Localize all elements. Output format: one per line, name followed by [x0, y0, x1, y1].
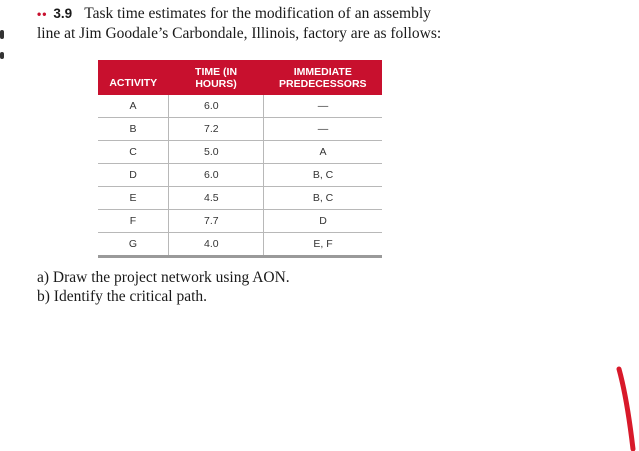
time-cell: 4.0 — [169, 233, 264, 257]
activity-cell: G — [98, 233, 169, 257]
difficulty-dots: •• — [37, 7, 48, 21]
predecessors-cell: D — [264, 210, 382, 233]
problem-text-line2: line at Jim Goodale’s Carbondale, Illinois, factory are as follows: — [37, 25, 442, 42]
header-time: TIME (IN HOURS) — [169, 60, 264, 95]
time-cell: 5.0 — [169, 141, 264, 164]
predecessors-cell: B, C — [264, 164, 382, 187]
question-a: a) Draw the project network using AON. — [37, 269, 290, 286]
activity-cell: A — [98, 95, 169, 118]
predecessors-cell: A — [264, 141, 382, 164]
header-activity: ACTIVITY — [98, 60, 169, 95]
time-cell: 4.5 — [169, 187, 264, 210]
activity-cell: C — [98, 141, 169, 164]
time-cell: 7.7 — [169, 210, 264, 233]
problem-text-line1: Task time estimates for the modification of an assembly — [84, 5, 431, 22]
predecessors-cell: B, C — [264, 187, 382, 210]
predecessors-cell: — — [264, 95, 382, 118]
problem-number: 3.9 — [53, 6, 73, 21]
time-cell: 7.2 — [169, 118, 264, 141]
activity-cell: D — [98, 164, 169, 187]
predecessors-cell: — — [264, 118, 382, 141]
question-b: b) Identify the critical path. — [37, 288, 208, 305]
activity-cell: B — [98, 118, 169, 141]
activity-cell: E — [98, 187, 169, 210]
time-cell: 6.0 — [169, 95, 264, 118]
time-cell: 6.0 — [169, 164, 264, 187]
predecessors-cell: E, F — [264, 233, 382, 257]
pen-stroke-line — [619, 369, 633, 449]
header-predecessors: IMMEDIATE PREDECESSORS — [264, 60, 382, 95]
activity-cell: F — [98, 210, 169, 233]
